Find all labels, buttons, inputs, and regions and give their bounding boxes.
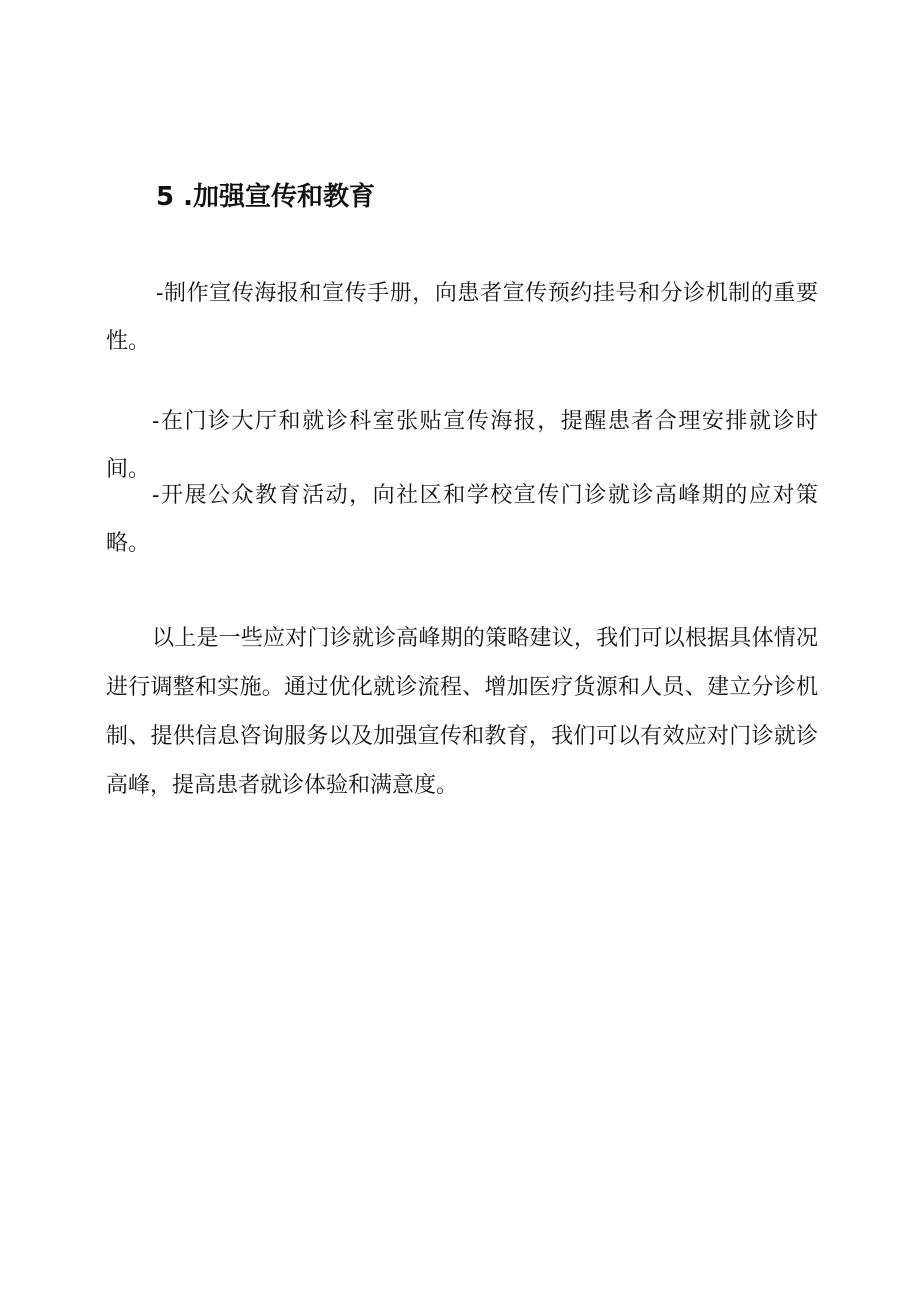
bullet-paragraph-posters-brochures: -制作宣传海报和宣传手册，向患者宣传预约挂号和分诊机制的重要性。	[106, 281, 818, 354]
summary-paragraph: 以上是一些应对门诊就诊高峰期的策略建议，我们可以根据具体情况进行调整和实施。通过优化就诊流程、增加医疗货源和人员、建立分诊机制、提供信息咨询服务以及加强宣传和教育，我们可以有效应对门诊就诊高峰，提高患者就诊体验和满意度。	[106, 626, 818, 798]
section-heading: 5 .加强宣传和教育	[156, 182, 376, 212]
bullet-paragraph-public-education: -开展公众教育活动，向社区和学校宣传门诊就诊高峰期的应对策略。	[106, 483, 818, 556]
bullet-paragraph-hall-posters: -在门诊大厅和就诊科室张贴宣传海报，提醒患者合理安排就诊时间。	[106, 409, 818, 482]
